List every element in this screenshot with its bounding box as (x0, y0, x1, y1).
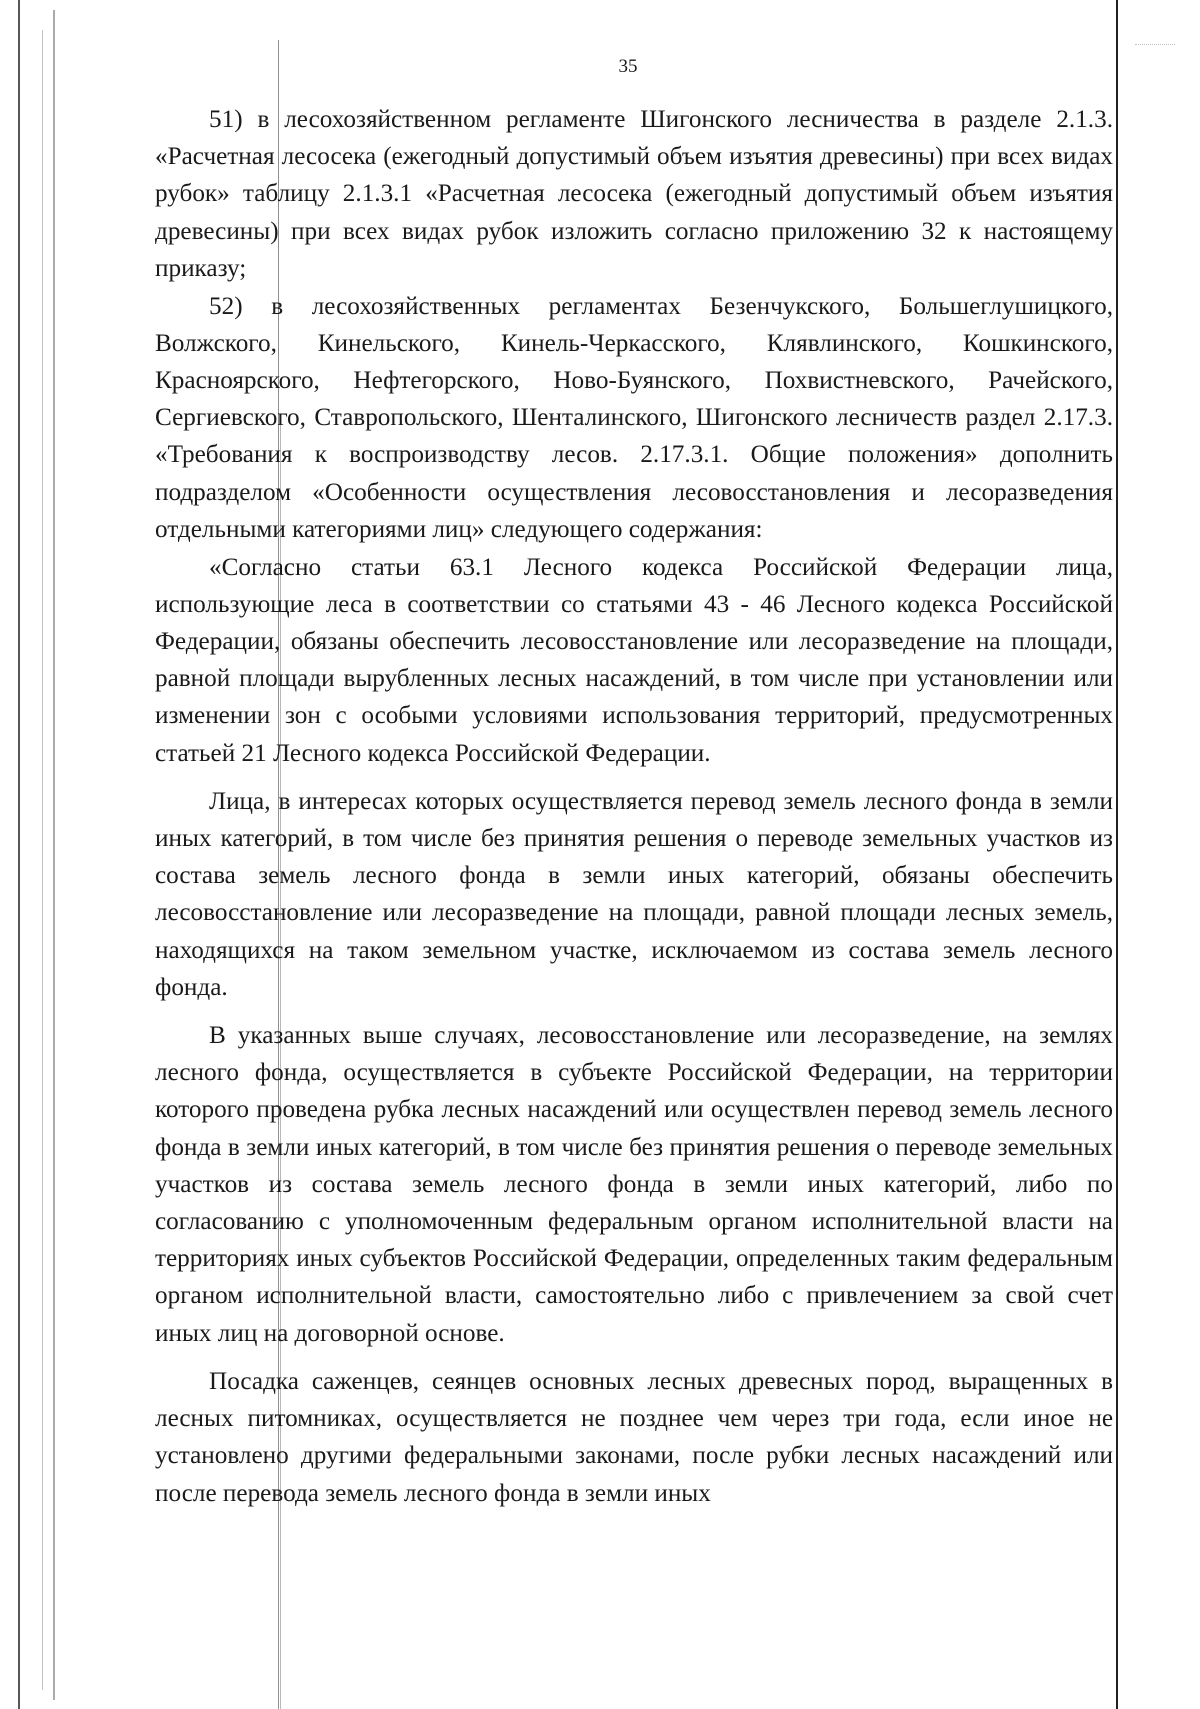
scan-edge-line (18, 0, 20, 1709)
scan-edge-line (1116, 0, 1118, 1709)
paragraph: В указанных выше случаях, лесовосстановление или лесоразведение, на землях лесного фонда, осуществляется в субъекте Российской Федерации, на территории которого проведена рубка лесных насаждений или осуществлен перевод земель лесного фонда в земли иных категорий, в том числе без принятия решения о переводе земельных участков из состава земель лесного фонда в земли иных категорий, либо по согласованию с уполномоченным федеральным органом исполнительной власти на территориях иных субъектов Российской Федерации, определенных таким федеральным органом исполнительной власти, самостоятельно либо с привлечением за свой счет иных лиц на договорной основе. (155, 1022, 1113, 1347)
paragraph: Посадка саженцев, сеянцев основных лесных древесных пород, выращенных в лесных питомниках, осуществляется не позднее чем через три года, если иное не установлено другими федеральными законами, после рубки лесных насаждений или после перевода земель лесного фонда в земли иных (155, 1367, 1113, 1507)
paragraph: Лица, в интересах которых осуществляется перевод земель лесного фонда в земли иных категорий, в том числе без принятия решения о переводе земельных участков из состава земель лесного фонда в земли иных категорий, обязаны обеспечить лесовосстановление или лесоразведение на площади, равной площади лесных земель, находящихся на таком земельном участке, исключаемом из состава земель лесного фонда. (155, 787, 1113, 1001)
document-body (155, 101, 1113, 1512)
scan-edge-line (42, 30, 43, 1690)
paragraph-quote: «Согласно статьи 63.1 Лесного кодекса Российской Федерации лица, использующие леса в соответствии со статьями 43 - 46 Лесного кодекса Российской Федерации, обязаны обеспечить лесовосстановление или лесоразведение на площади, равной площади вырубленных лесных насаждений, в том числе при установлении или изменении зон с особыми условиями использования территорий, предусмотренных статьей 21 Лесного кодекса Российской Федерации. (155, 553, 1113, 767)
page-number: 35 (618, 56, 638, 77)
scan-edge-line (53, 10, 55, 1700)
scan-artifact (1135, 44, 1175, 55)
paragraph-51: 51) в лесохозяйственном регламенте Шигонского лесничества в разделе 2.1.3. «Расчетная лесосека (ежегодный допустимый объем изъятия древесины) при всех видах рубок» таблицу 2.1.3.1 «Расчетная лесосека (ежегодный допустимый объем изъятия древесины) при всех видах рубок изложить согласно приложению 32 к настоящему приказу; (155, 106, 1113, 282)
paragraph-52: 52) в лесохозяйственных регламентах Безенчукского, Большеглушицкого, Волжского, Кинельского, Кинель-Черкасского, Клявлинского, Кошкинского, Красноярского, Нефтегорского, Ново-Буянского, Похвистневского, Рачейского, Сергиевского, Ставропольского, Шенталинского, Шигонского лесничеств раздел 2.17.3. «Требования к воспроизводству лесов. 2.17.3.1. Общие положения» дополнить подразделом «Особенности осуществления лесовосстановления и лесоразведения отдельными категориями лиц» следующего содержания: (155, 292, 1113, 543)
